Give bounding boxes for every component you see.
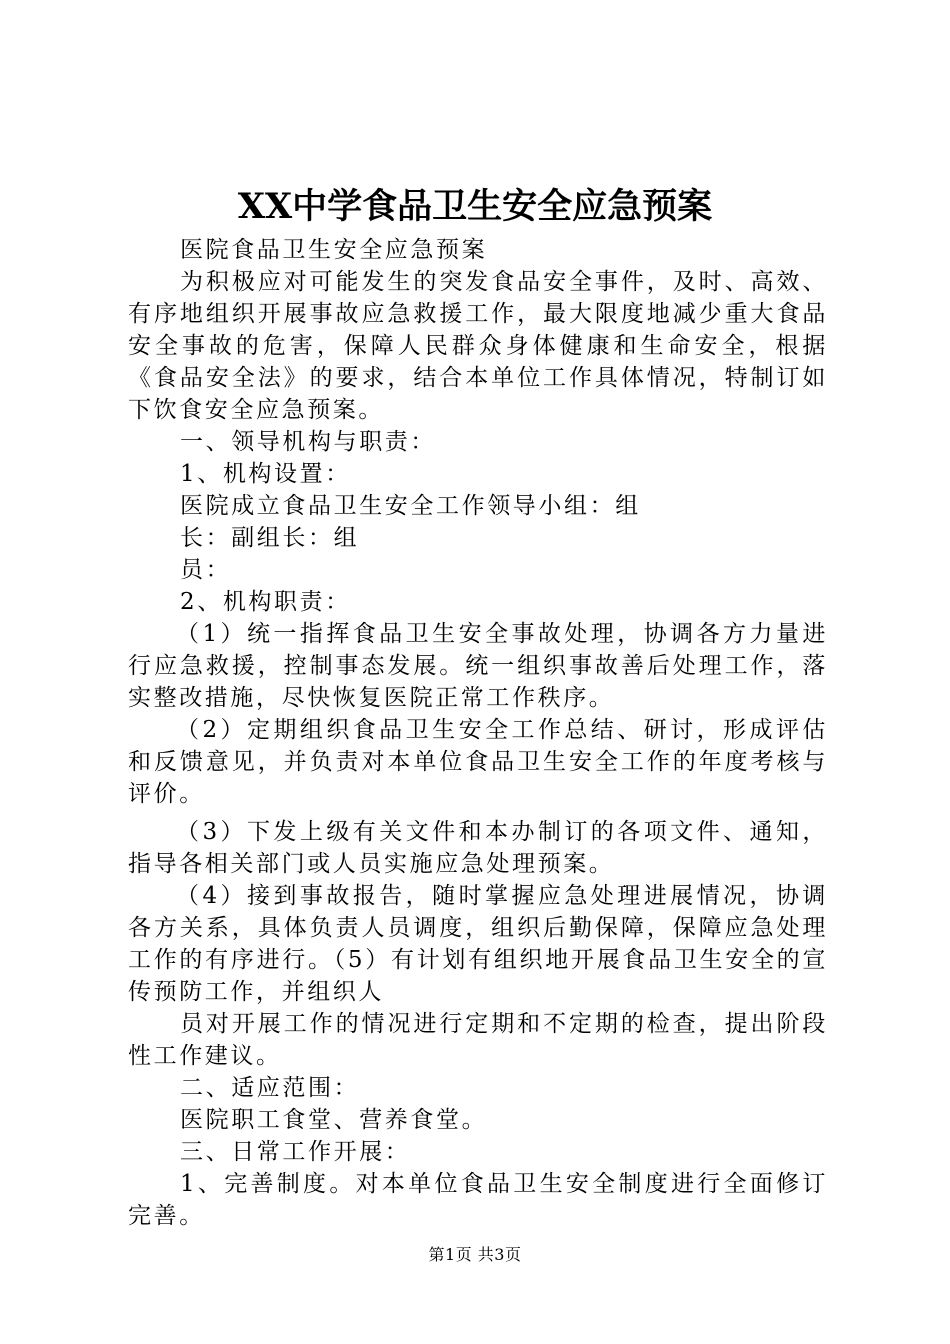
duty-item-1: （1）统一指挥食品卫生安全事故处理，协调各方力量进行应急救援，控制事态发展。统一组织事故善后处理工作，落实整改措施，尽快恢复医院正常工作秩序。 [128,621,828,711]
document-body [128,234,828,1232]
duty-item-2: （2）定期组织食品卫生安全工作总结、研讨，形成评估和反馈意见，并负责对本单位食品卫生安全工作的年度考核与评价。 [128,717,828,807]
subsection-heading-duties: 2、机构职责： [180,589,351,615]
daily-work-item-1: 1、完善制度。对本单位食品卫生安全制度进行全面修订完善。 [128,1171,828,1229]
setup-members-line: 员： [180,557,232,583]
subtitle-paragraph: 医院食品卫生安全应急预案 [180,237,488,263]
section-heading-daily-work: 三、日常工作开展： [180,1139,411,1165]
page-number-footer: 第1页 共3页 [428,1245,522,1264]
duty-item-5-continued: 员对开展工作的情况进行定期和不定期的检查，提出阶段性工作建议。 [128,1011,828,1069]
subsection-heading-setup: 1、机构设置： [180,461,351,487]
section-heading-scope: 二、适应范围： [180,1075,360,1101]
document-title: XX中学食品卫生安全应急预案 [237,186,713,227]
section-heading-leadership: 一、领导机构与职责： [180,429,436,455]
duty-item-4-5: （4）接到事故报告，随时掌握应急处理进展情况，协调各方关系，具体负责人员调度，组织后勤保障，保障应急处理工作的有序进行。（5）有计划有组织地开展食品卫生安全的宣传预防工作，并组织人 [128,883,828,1005]
intro-paragraph: 为积极应对可能发生的突发食品安全事件，及时、高效、有序地组织开展事故应急救援工作，最大限度地减少重大食品安全事故的危害，保障人民群众身体健康和生命安全，根据《食品安全法》的要求，结合本单位工作具体情况，特制订如下饮食安全应急预案。 [128,269,828,423]
duty-item-3: （3）下发上级有关文件和本办制订的各项文件、通知，指导各相关部门或人员实施应急处理预案。 [128,819,828,877]
setup-paragraph: 医院成立食品卫生安全工作领导小组：组 [180,493,641,519]
setup-roles-line: 长：副组长：组 [180,525,360,551]
scope-paragraph: 医院职工食堂、营养食堂。 [180,1107,488,1133]
